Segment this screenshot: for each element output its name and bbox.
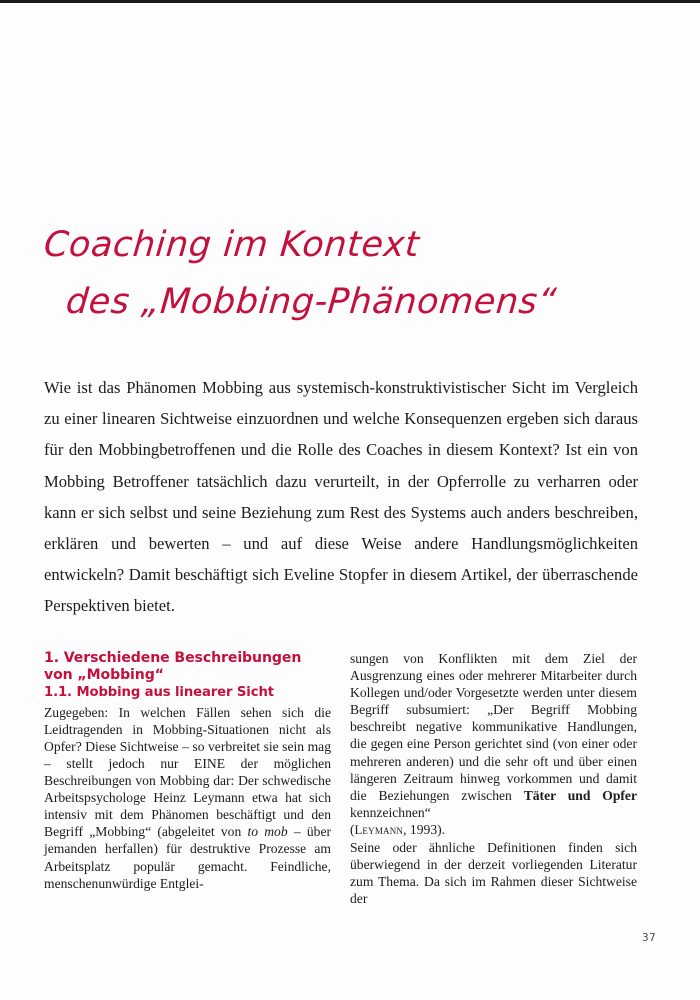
right-paragraph-bold-term: Täter und Opfer	[523, 787, 637, 803]
right-paragraph-part-2: kennzeichnen“	[350, 804, 431, 820]
page-title-line-1: Coaching im Kontext	[42, 225, 422, 265]
scan-top-edge	[0, 0, 700, 3]
right-paragraph-part-1: sungen von Konflikten mit dem Ziel der Ausgrenzung eines oder mehrerer Mitarbeiter durch Kollegen und/oder Vorgesetzte werden unter diesem Begriff subsumiert: „Der Begriff Mobbing beschreibt negative kommunikative Handlungen, die gegen eine Person gerichtet sind (von einer oder mehreren anderen) und die sehr oft und über einen längeren Zeitraum hinweg vorkommen und damit die Beziehungen zwischen	[350, 651, 637, 803]
left-paragraph-part-2: – über jemanden herfallen) für destruktive Prozesse am Arbeitsplatz populär gemacht. Feindliche, menschenunwürdige Entglei-	[44, 824, 331, 891]
body-columns	[44, 650, 638, 907]
right-column-paragraph-1	[350, 650, 637, 821]
right-column	[350, 650, 637, 907]
left-paragraph-italic-term: to mob	[247, 824, 288, 840]
page-number: 37	[642, 932, 656, 944]
page-title-line-2: des „Mobbing-Phänomens“	[64, 282, 559, 322]
left-column-paragraph	[44, 704, 331, 892]
right-column-paragraph-2: Seine oder ähnliche Definitionen finden sich überwiegend in der derzeit vorliegenden Literatur zum Thema. Da sich im Rahmen dieser Sichtweise der	[350, 840, 637, 907]
section-heading-1: 1. Verschiedene Beschreibungen von „Mobbing“	[44, 650, 302, 683]
citation-year: , 1993).	[403, 821, 446, 837]
lead-paragraph: Wie ist das Phänomen Mobbing aus systemisch-konstruktivistischer Sicht im Vergleich zu einer linearen Sichtweise einzuordnen und welche Konsequenzen ergeben sich daraus für den Mobbingbetroffenen und die Rolle des Coaches in diesem Kontext? Ist ein von Mobbing Betroffener tatsächlich dazu verurteilt, in der Opferrolle zu verharren oder kann er sich selbst und seine Beziehung zum Rest des Systems auch anders beschreiben, erklären und bewerten – und auf diese Weise andere Handlungsmöglichkeiten entwickeln? Damit beschäftigt sich Eveline Stopfer in diesem Artikel, der überraschende Perspektiven bietet.	[44, 378, 638, 616]
left-column	[44, 650, 331, 900]
citation-line	[350, 821, 637, 839]
citation-author: Leymann	[354, 822, 404, 837]
left-paragraph-part-1: Zugegeben: In welchen Fällen sehen sich die Leidtragenden in Mobbing-Situationen nicht als Opfer? Diese Sichtweise – so verbreitet sie sein mag – stellt jedoch nur EINE der möglichen Beschreibungen von Mobbing dar: Der schwedische Arbeitspsychologe Heinz Leymann etwa hat sich intensiv mit dem Phänomen beschäftigt und den Begriff „Mobbing“ (abgeleitet von	[44, 704, 331, 840]
citation-open-paren: (	[350, 821, 355, 837]
section-subheading-1-1: 1.1. Mobbing aus linearer Sicht	[44, 685, 274, 701]
page-title	[42, 225, 644, 322]
